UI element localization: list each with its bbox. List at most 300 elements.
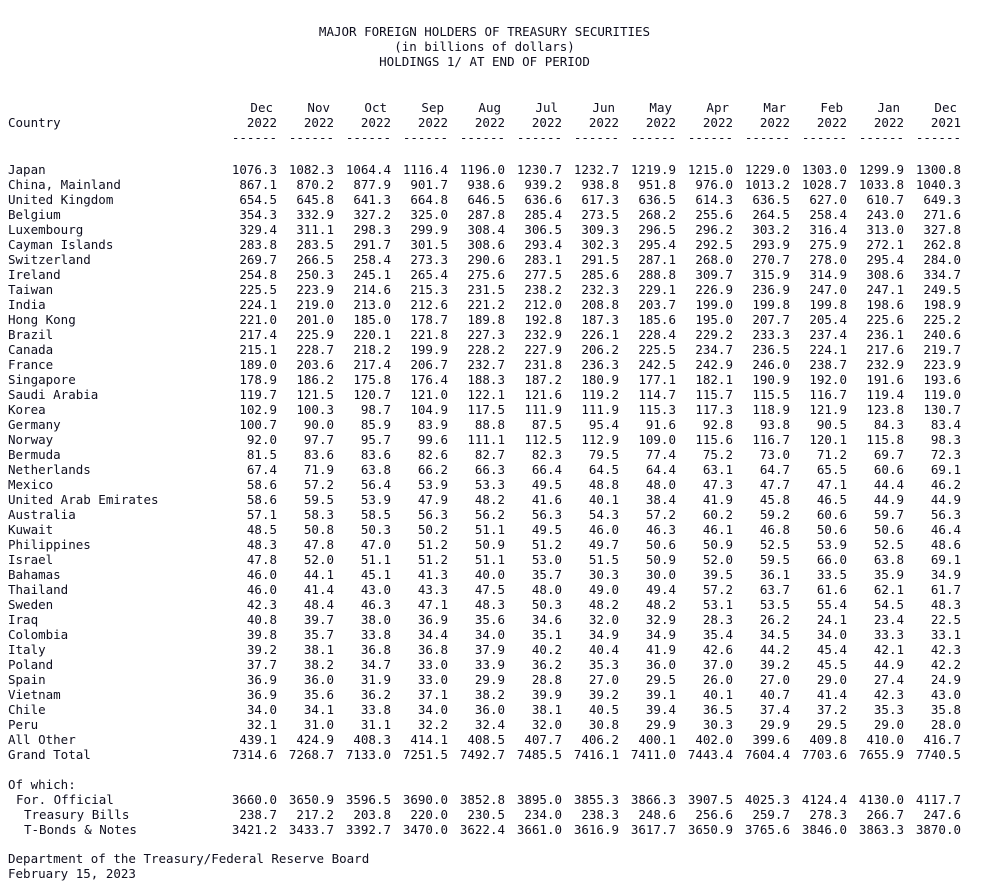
value-cell: 30.3 <box>702 717 733 732</box>
value-cell: 283.1 <box>524 252 562 267</box>
value-cell: 1028.7 <box>801 177 847 192</box>
value-cell: 224.1 <box>239 297 277 312</box>
value-cell: 69.1 <box>930 462 961 477</box>
value-cell: 40.8 <box>246 612 277 627</box>
table-row <box>8 462 961 477</box>
value-cell: 102.9 <box>239 402 277 417</box>
value-cell: 87.5 <box>531 417 562 432</box>
table-row <box>8 372 961 387</box>
value-cell: 3650.9 <box>288 792 334 807</box>
value-cell: 238.7 <box>809 357 847 372</box>
value-cell: 1076.3 <box>231 162 277 177</box>
value-cell: 215.3 <box>410 282 448 297</box>
value-cell: 311.1 <box>296 222 334 237</box>
value-cell: 56.3 <box>417 507 448 522</box>
value-cell: 3616.9 <box>573 822 619 837</box>
table-row <box>8 327 961 342</box>
value-cell: 295.4 <box>638 237 676 252</box>
value-cell: 119.0 <box>923 387 961 402</box>
value-cell: 226.1 <box>581 327 619 342</box>
table-row <box>8 492 961 507</box>
value-cell: 7485.5 <box>516 747 562 762</box>
table-row <box>8 702 961 717</box>
value-cell: 31.0 <box>303 717 334 732</box>
country-column-header: Country <box>8 115 61 130</box>
header-year-row <box>8 115 961 130</box>
value-cell: 55.4 <box>816 597 847 612</box>
value-cell: 114.7 <box>638 387 676 402</box>
country-label: Spain <box>8 672 46 687</box>
value-cell: 187.3 <box>581 312 619 327</box>
value-cell: 119.4 <box>866 387 904 402</box>
value-cell: 410.0 <box>866 732 904 747</box>
value-cell: 58.3 <box>303 507 334 522</box>
value-cell: 636.5 <box>752 192 790 207</box>
value-cell: 225.5 <box>239 282 277 297</box>
value-cell: 246.0 <box>752 357 790 372</box>
column-year-label: 2022 <box>759 115 790 130</box>
value-cell: 34.0 <box>474 627 505 642</box>
value-cell: 271.6 <box>923 207 961 222</box>
value-cell: 37.7 <box>246 657 277 672</box>
value-cell: 111.9 <box>524 402 562 417</box>
value-cell: 38.1 <box>531 702 562 717</box>
value-cell: 1230.7 <box>516 162 562 177</box>
value-cell: 225.9 <box>296 327 334 342</box>
value-cell: 35.7 <box>531 567 562 582</box>
value-cell: 399.6 <box>752 732 790 747</box>
table-row <box>8 312 961 327</box>
value-cell: 67.4 <box>246 462 277 477</box>
value-cell: 45.8 <box>759 492 790 507</box>
value-cell: 199.0 <box>695 297 733 312</box>
value-cell: 26.0 <box>702 672 733 687</box>
value-cell: 45.4 <box>816 642 847 657</box>
table-row <box>8 477 961 492</box>
spacer <box>8 145 961 162</box>
value-cell: 122.1 <box>467 387 505 402</box>
column-year-label: 2022 <box>246 115 277 130</box>
value-cell: 208.8 <box>581 297 619 312</box>
value-cell: 34.7 <box>360 657 391 672</box>
country-label: Italy <box>8 642 46 657</box>
value-cell: 29.0 <box>816 672 847 687</box>
value-cell: 49.7 <box>588 537 619 552</box>
value-cell: 315.9 <box>752 267 790 282</box>
value-cell: 186.2 <box>296 372 334 387</box>
value-cell: 32.4 <box>474 717 505 732</box>
value-cell: 3392.7 <box>345 822 391 837</box>
value-cell: 1040.3 <box>915 177 961 192</box>
value-cell: 3433.7 <box>288 822 334 837</box>
value-cell: 264.5 <box>752 207 790 222</box>
value-cell: 327.8 <box>923 222 961 237</box>
column-month-label: Nov <box>307 100 330 115</box>
value-cell: 27.4 <box>873 672 904 687</box>
value-cell: 199.8 <box>752 297 790 312</box>
value-cell: 52.5 <box>759 537 790 552</box>
column-month-label: Jan <box>877 100 900 115</box>
country-label: Korea <box>8 402 46 417</box>
value-cell: 238.3 <box>581 807 619 822</box>
value-cell: 111.9 <box>581 402 619 417</box>
value-cell: 614.3 <box>695 192 733 207</box>
value-cell: 41.9 <box>702 492 733 507</box>
value-cell: 29.9 <box>759 717 790 732</box>
value-cell: 36.8 <box>417 642 448 657</box>
value-cell: 225.5 <box>638 342 676 357</box>
value-cell: 316.4 <box>809 222 847 237</box>
value-cell: 229.2 <box>695 327 733 342</box>
value-cell: 58.6 <box>246 492 277 507</box>
value-cell: 255.6 <box>695 207 733 222</box>
value-cell: 1232.7 <box>573 162 619 177</box>
value-cell: 4130.0 <box>858 792 904 807</box>
value-cell: 185.0 <box>353 312 391 327</box>
value-cell: 3895.0 <box>516 792 562 807</box>
value-cell: 64.7 <box>759 462 790 477</box>
value-cell: 28.8 <box>531 672 562 687</box>
value-cell: 4124.4 <box>801 792 847 807</box>
value-cell: 47.7 <box>759 477 790 492</box>
value-cell: 292.5 <box>695 237 733 252</box>
value-cell: 46.5 <box>816 492 847 507</box>
table-row <box>8 822 961 837</box>
of-which-label: Of which: <box>8 777 76 792</box>
country-label: Netherlands <box>8 462 91 477</box>
value-cell: 41.4 <box>303 582 334 597</box>
value-cell: 51.1 <box>360 552 391 567</box>
column-year-label: 2022 <box>474 115 505 130</box>
value-cell: 27.0 <box>588 672 619 687</box>
value-cell: 82.7 <box>474 447 505 462</box>
value-cell: 29.0 <box>873 717 904 732</box>
value-cell: 217.6 <box>866 342 904 357</box>
table-row <box>8 612 961 627</box>
value-cell: 115.3 <box>638 402 676 417</box>
value-cell: 225.6 <box>866 312 904 327</box>
value-cell: 46.0 <box>246 582 277 597</box>
value-cell: 30.3 <box>588 567 619 582</box>
value-cell: 3660.0 <box>231 792 277 807</box>
value-cell: 51.5 <box>588 552 619 567</box>
value-cell: 48.0 <box>645 477 676 492</box>
column-dash: ------ <box>459 130 505 145</box>
value-cell: 39.8 <box>246 627 277 642</box>
value-cell: 119.7 <box>239 387 277 402</box>
country-label: Cayman Islands <box>8 237 114 252</box>
value-cell: 34.0 <box>417 702 448 717</box>
value-cell: 24.1 <box>816 612 847 627</box>
value-cell: 46.1 <box>702 522 733 537</box>
table-row <box>8 732 961 747</box>
value-cell: 641.3 <box>353 192 391 207</box>
value-cell: 50.9 <box>702 537 733 552</box>
value-cell: 223.9 <box>923 357 961 372</box>
value-cell: 72.3 <box>930 447 961 462</box>
value-cell: 60.6 <box>816 507 847 522</box>
value-cell: 37.4 <box>759 702 790 717</box>
value-cell: 29.5 <box>645 672 676 687</box>
value-cell: 3470.0 <box>402 822 448 837</box>
country-label: Vietnam <box>8 687 61 702</box>
value-cell: 654.5 <box>239 192 277 207</box>
table-row <box>8 627 961 642</box>
column-year-label: 2022 <box>303 115 334 130</box>
value-cell: 278.0 <box>809 252 847 267</box>
value-cell: 7492.7 <box>459 747 505 762</box>
value-cell: 54.5 <box>873 597 904 612</box>
country-label: Chile <box>8 702 46 717</box>
value-cell: 7251.5 <box>402 747 448 762</box>
value-cell: 938.8 <box>581 177 619 192</box>
value-cell: 50.2 <box>417 522 448 537</box>
value-cell: 59.2 <box>759 507 790 522</box>
value-cell: 217.2 <box>296 807 334 822</box>
value-cell: 33.9 <box>474 657 505 672</box>
value-cell: 1219.9 <box>630 162 676 177</box>
value-cell: 39.5 <box>702 567 733 582</box>
value-cell: 288.8 <box>638 267 676 282</box>
value-cell: 45.5 <box>816 657 847 672</box>
value-cell: 95.7 <box>360 432 391 447</box>
table-row <box>8 207 961 222</box>
value-cell: 53.1 <box>702 597 733 612</box>
value-cell: 37.2 <box>816 702 847 717</box>
value-cell: 104.9 <box>410 402 448 417</box>
column-dash: ------ <box>231 130 277 145</box>
value-cell: 83.6 <box>303 447 334 462</box>
value-cell: 308.4 <box>467 222 505 237</box>
value-cell: 3421.2 <box>231 822 277 837</box>
value-cell: 334.7 <box>923 267 961 282</box>
value-cell: 36.9 <box>246 672 277 687</box>
value-cell: 48.5 <box>246 522 277 537</box>
value-cell: 313.0 <box>866 222 904 237</box>
value-cell: 99.6 <box>417 432 448 447</box>
value-cell: 42.3 <box>246 597 277 612</box>
value-cell: 232.3 <box>581 282 619 297</box>
table-row <box>8 552 961 567</box>
value-cell: 329.4 <box>239 222 277 237</box>
value-cell: 4025.3 <box>744 792 790 807</box>
table-row <box>8 447 961 462</box>
value-cell: 976.0 <box>695 177 733 192</box>
value-cell: 115.8 <box>866 432 904 447</box>
value-cell: 46.2 <box>930 477 961 492</box>
value-cell: 236.5 <box>752 342 790 357</box>
value-cell: 115.6 <box>695 432 733 447</box>
value-cell: 51.2 <box>417 552 448 567</box>
value-cell: 238.7 <box>239 807 277 822</box>
value-cell: 71.9 <box>303 462 334 477</box>
value-cell: 36.9 <box>246 687 277 702</box>
table-row <box>8 657 961 672</box>
table-row <box>8 402 961 417</box>
country-label: China, Mainland <box>8 177 121 192</box>
value-cell: 53.3 <box>474 477 505 492</box>
value-cell: 192.0 <box>809 372 847 387</box>
value-cell: 636.6 <box>524 192 562 207</box>
value-cell: 32.2 <box>417 717 448 732</box>
value-cell: 3846.0 <box>801 822 847 837</box>
table-row <box>8 387 961 402</box>
value-cell: 291.5 <box>581 252 619 267</box>
value-cell: 203.8 <box>353 807 391 822</box>
value-cell: 56.3 <box>531 507 562 522</box>
value-cell: 36.5 <box>702 702 733 717</box>
value-cell: 90.5 <box>816 417 847 432</box>
value-cell: 43.0 <box>360 582 391 597</box>
value-cell: 121.5 <box>296 387 334 402</box>
value-cell: 233.3 <box>752 327 790 342</box>
value-cell: 646.5 <box>467 192 505 207</box>
value-cell: 354.3 <box>239 207 277 222</box>
country-label: Singapore <box>8 372 76 387</box>
value-cell: 291.7 <box>353 237 391 252</box>
value-cell: 180.9 <box>581 372 619 387</box>
value-cell: 22.5 <box>930 612 961 627</box>
value-cell: 116.7 <box>752 432 790 447</box>
column-month-label: Oct <box>364 100 387 115</box>
value-cell: 123.8 <box>866 402 904 417</box>
value-cell: 51.2 <box>531 537 562 552</box>
spacer <box>8 762 961 777</box>
value-cell: 193.6 <box>923 372 961 387</box>
value-cell: 66.3 <box>474 462 505 477</box>
column-month-label: Apr <box>706 100 729 115</box>
country-label: Israel <box>8 552 54 567</box>
value-cell: 48.2 <box>588 597 619 612</box>
value-cell: 223.9 <box>296 282 334 297</box>
column-dash: ------ <box>687 130 733 145</box>
value-cell: 48.2 <box>474 492 505 507</box>
value-cell: 325.0 <box>410 207 448 222</box>
value-cell: 38.2 <box>474 687 505 702</box>
column-month-label: May <box>649 100 672 115</box>
value-cell: 48.3 <box>246 537 277 552</box>
column-month-label: Aug <box>478 100 501 115</box>
value-cell: 50.3 <box>360 522 391 537</box>
value-cell: 645.8 <box>296 192 334 207</box>
column-dash: ------ <box>516 130 562 145</box>
value-cell: 82.3 <box>531 447 562 462</box>
value-cell: 3866.3 <box>630 792 676 807</box>
value-cell: 43.0 <box>930 687 961 702</box>
value-cell: 247.1 <box>866 282 904 297</box>
table-row <box>8 342 961 357</box>
column-year-label: 2022 <box>360 115 391 130</box>
value-cell: 275.9 <box>809 237 847 252</box>
value-cell: 221.2 <box>467 297 505 312</box>
value-cell: 39.2 <box>588 687 619 702</box>
value-cell: 27.0 <box>759 672 790 687</box>
value-cell: 258.4 <box>809 207 847 222</box>
value-cell: 109.0 <box>638 432 676 447</box>
value-cell: 47.1 <box>417 597 448 612</box>
value-cell: 44.1 <box>303 567 334 582</box>
value-cell: 177.1 <box>638 372 676 387</box>
value-cell: 54.3 <box>588 507 619 522</box>
value-cell: 7411.0 <box>630 747 676 762</box>
value-cell: 302.3 <box>581 237 619 252</box>
value-cell: 37.9 <box>474 642 505 657</box>
value-cell: 36.2 <box>360 687 391 702</box>
value-cell: 268.0 <box>695 252 733 267</box>
country-label: Philippines <box>8 537 91 552</box>
value-cell: 3650.9 <box>687 822 733 837</box>
value-cell: 236.9 <box>752 282 790 297</box>
value-cell: 116.7 <box>809 387 847 402</box>
country-label: India <box>8 297 46 312</box>
column-year-label: 2021 <box>930 115 961 130</box>
table-row <box>8 807 961 822</box>
value-cell: 414.1 <box>410 732 448 747</box>
value-cell: 1215.0 <box>687 162 733 177</box>
value-cell: 40.5 <box>588 702 619 717</box>
value-cell: 219.7 <box>923 342 961 357</box>
value-cell: 83.9 <box>417 417 448 432</box>
value-cell: 224.1 <box>809 342 847 357</box>
value-cell: 33.1 <box>930 627 961 642</box>
value-cell: 51.1 <box>474 522 505 537</box>
value-cell: 59.5 <box>303 492 334 507</box>
table-row <box>8 747 961 762</box>
value-cell: 31.9 <box>360 672 391 687</box>
value-cell: 46.8 <box>759 522 790 537</box>
value-cell: 40.0 <box>474 567 505 582</box>
value-cell: 439.1 <box>239 732 277 747</box>
value-cell: 36.0 <box>303 672 334 687</box>
country-label: Poland <box>8 657 54 672</box>
value-cell: 332.9 <box>296 207 334 222</box>
value-cell: 48.2 <box>645 597 676 612</box>
value-cell: 308.6 <box>866 267 904 282</box>
value-cell: 230.5 <box>467 807 505 822</box>
value-cell: 262.8 <box>923 237 961 252</box>
value-cell: 293.4 <box>524 237 562 252</box>
value-cell: 1064.4 <box>345 162 391 177</box>
value-cell: 185.6 <box>638 312 676 327</box>
value-cell: 46.3 <box>645 522 676 537</box>
value-cell: 92.8 <box>702 417 733 432</box>
value-cell: 1196.0 <box>459 162 505 177</box>
value-cell: 46.4 <box>930 522 961 537</box>
value-cell: 41.4 <box>816 687 847 702</box>
country-label: Belgium <box>8 207 61 222</box>
column-month-label: Mar <box>763 100 786 115</box>
value-cell: 199.8 <box>809 297 847 312</box>
value-cell: 273.5 <box>581 207 619 222</box>
value-cell: 49.5 <box>531 522 562 537</box>
value-cell: 38.0 <box>360 612 391 627</box>
column-dash: ------ <box>744 130 790 145</box>
value-cell: 35.6 <box>303 687 334 702</box>
value-cell: 120.7 <box>353 387 391 402</box>
category-label: Treasury Bills <box>24 807 130 822</box>
value-cell: 938.6 <box>467 177 505 192</box>
value-cell: 306.5 <box>524 222 562 237</box>
table-row <box>8 177 961 192</box>
value-cell: 299.9 <box>410 222 448 237</box>
value-cell: 47.8 <box>303 537 334 552</box>
value-cell: 39.2 <box>759 657 790 672</box>
value-cell: 63.8 <box>360 462 391 477</box>
value-cell: 97.7 <box>303 432 334 447</box>
value-cell: 39.4 <box>645 702 676 717</box>
value-cell: 79.5 <box>588 447 619 462</box>
value-cell: 296.2 <box>695 222 733 237</box>
